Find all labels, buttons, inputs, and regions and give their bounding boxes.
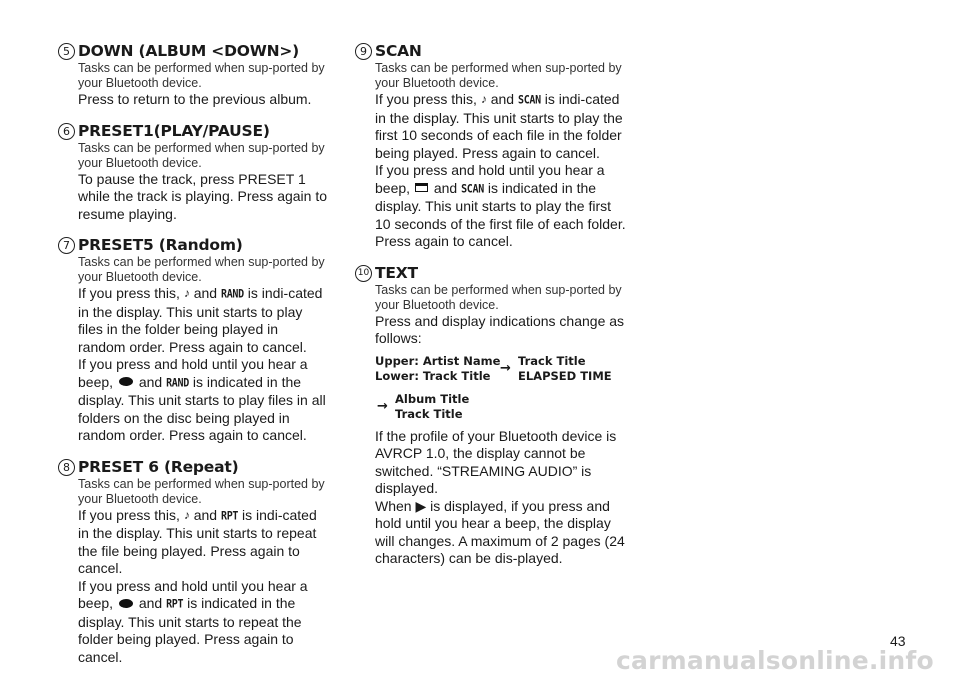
section-scan bbox=[355, 42, 630, 251]
arrow-right-icon: → bbox=[377, 398, 388, 414]
item-number-7: 7 bbox=[58, 237, 75, 254]
section-title: DOWN (ALBUM <DOWN>) bbox=[78, 42, 300, 60]
paragraph bbox=[78, 507, 328, 578]
text: When bbox=[375, 497, 412, 514]
scan-indicator: SCAN bbox=[517, 94, 541, 107]
rpt-indicator: RPT bbox=[166, 598, 184, 611]
music-note-icon: ♪ bbox=[480, 92, 487, 106]
section-body bbox=[78, 255, 328, 445]
rpt-indicator: RPT bbox=[220, 509, 239, 523]
support-note: Tasks can be performed when sup-ported by your Bluetooth device. bbox=[375, 282, 622, 312]
paragraph bbox=[375, 162, 630, 251]
flow-box-album bbox=[395, 392, 469, 422]
paragraph: If the profile of your Bluetooth device is AVRCP 1.0, the display cannot be switched. “STREAMING AUDIO” is displayed. bbox=[375, 427, 617, 496]
paragraph: Press to return to the previous album. bbox=[78, 91, 312, 107]
text: is indi-cated in the display. This unit starts to play the first 10 seconds of each file in the folder being played. Press again to cancel. bbox=[375, 91, 623, 161]
support-note: Tasks can be performed when sup-ported by your Bluetooth device. bbox=[78, 140, 325, 170]
section-text bbox=[355, 264, 630, 568]
flow-line: Track Title bbox=[518, 353, 586, 368]
support-note: Tasks can be performed when sup-ported by your Bluetooth device. bbox=[375, 61, 622, 90]
music-note-icon: ♪ bbox=[183, 507, 190, 522]
flow-line: Track Title bbox=[395, 406, 463, 421]
text: and bbox=[193, 285, 218, 301]
display-flow-diagram bbox=[375, 354, 630, 428]
flow-line: Upper: Artist Name bbox=[375, 353, 501, 368]
item-number-10: 10 bbox=[355, 265, 372, 282]
arrow-right-icon: → bbox=[500, 360, 511, 376]
support-note: Tasks can be performed when sup-ported by your Bluetooth device. bbox=[78, 476, 325, 506]
text: If you press and hold until you hear a beep, bbox=[78, 577, 308, 611]
section-title: PRESET1(PLAY/PAUSE) bbox=[78, 121, 270, 140]
section-title: PRESET 6 (Repeat) bbox=[78, 457, 239, 476]
disc-icon bbox=[119, 377, 133, 386]
section-body bbox=[375, 283, 630, 568]
text: is indicated in the display. This unit starts to repeat the folder being played. Press again to cancel. bbox=[78, 595, 302, 665]
scan-indicator: SCAN bbox=[461, 182, 484, 196]
paragraph bbox=[375, 498, 630, 568]
page-number: 43 bbox=[890, 633, 906, 649]
section-body bbox=[78, 477, 328, 667]
paragraph: Press and display indications change as follows: bbox=[375, 312, 625, 346]
section-title: SCAN bbox=[375, 42, 422, 60]
text: is displayed, if you press and hold until you hear a beep, the display will changes. A maximum of 2 pages (24 characters) can be dis-played. bbox=[375, 497, 625, 566]
play-icon: ▶ bbox=[415, 497, 427, 514]
paragraph bbox=[78, 578, 328, 667]
text: and bbox=[193, 506, 218, 523]
text: is indi-cated in the display. This unit starts to play files in the folder being played in random order. Press again to cancel. bbox=[78, 285, 323, 355]
text: and bbox=[433, 179, 458, 196]
section-body bbox=[78, 141, 328, 224]
section-preset6-repeat bbox=[58, 458, 328, 667]
paragraph bbox=[78, 285, 328, 356]
flow-line: Album Title bbox=[395, 391, 470, 406]
section-down bbox=[58, 42, 328, 109]
item-number-5: 5 bbox=[58, 43, 75, 60]
text: is indicated in the display. This unit starts to play files in all folders on the disc being played in random order. Press again to cancel. bbox=[78, 373, 326, 443]
text: and bbox=[138, 373, 163, 390]
section-preset1 bbox=[58, 122, 328, 224]
text: If you press this, bbox=[78, 506, 180, 523]
music-note-icon: ♪ bbox=[183, 286, 190, 300]
text: If you press and hold until you hear a beep, bbox=[375, 162, 605, 196]
flow-box-elapsed bbox=[518, 354, 612, 384]
watermark: carmanualsonline.info bbox=[616, 646, 934, 675]
section-body bbox=[78, 61, 328, 109]
text: is indicated in the display. This unit starts to play the first 10 seconds of the first file of each folder. Press again to cancel. bbox=[375, 179, 626, 249]
rand-indicator: RAND bbox=[220, 288, 244, 301]
left-column bbox=[58, 42, 328, 679]
paragraph bbox=[375, 91, 630, 162]
text: is indi-cated in the display. This unit starts to repeat the file being played. Press again to cancel. bbox=[78, 506, 317, 576]
flow-line: ELAPSED TIME bbox=[518, 368, 612, 383]
paragraph bbox=[78, 356, 328, 445]
right-column bbox=[355, 42, 630, 581]
section-preset5-random bbox=[58, 236, 328, 445]
text: and bbox=[138, 595, 163, 611]
text: If you press and hold until you hear a beep, bbox=[78, 356, 308, 390]
section-title: TEXT bbox=[375, 263, 418, 282]
item-number-9: 9 bbox=[355, 43, 372, 60]
item-number-8: 8 bbox=[58, 459, 75, 476]
disc-icon bbox=[119, 599, 133, 608]
section-body bbox=[375, 61, 630, 251]
flow-line: Lower: Track Title bbox=[375, 368, 491, 383]
folder-icon bbox=[415, 183, 428, 192]
text: If you press this, bbox=[78, 285, 180, 301]
support-note: Tasks can be performed when sup-ported by your Bluetooth device. bbox=[78, 61, 325, 90]
section-title: PRESET5 (Random) bbox=[78, 236, 243, 254]
support-note: Tasks can be performed when sup-ported by your Bluetooth device. bbox=[78, 255, 325, 284]
rand-indicator: RAND bbox=[166, 376, 189, 390]
flow-box-artist bbox=[375, 354, 500, 384]
text: and bbox=[490, 91, 515, 107]
text: If you press this, bbox=[375, 91, 477, 107]
item-number-6: 6 bbox=[58, 123, 75, 140]
paragraph: To pause the track, press PRESET 1 while the track is playing. Press again to resume playing. bbox=[78, 170, 328, 222]
